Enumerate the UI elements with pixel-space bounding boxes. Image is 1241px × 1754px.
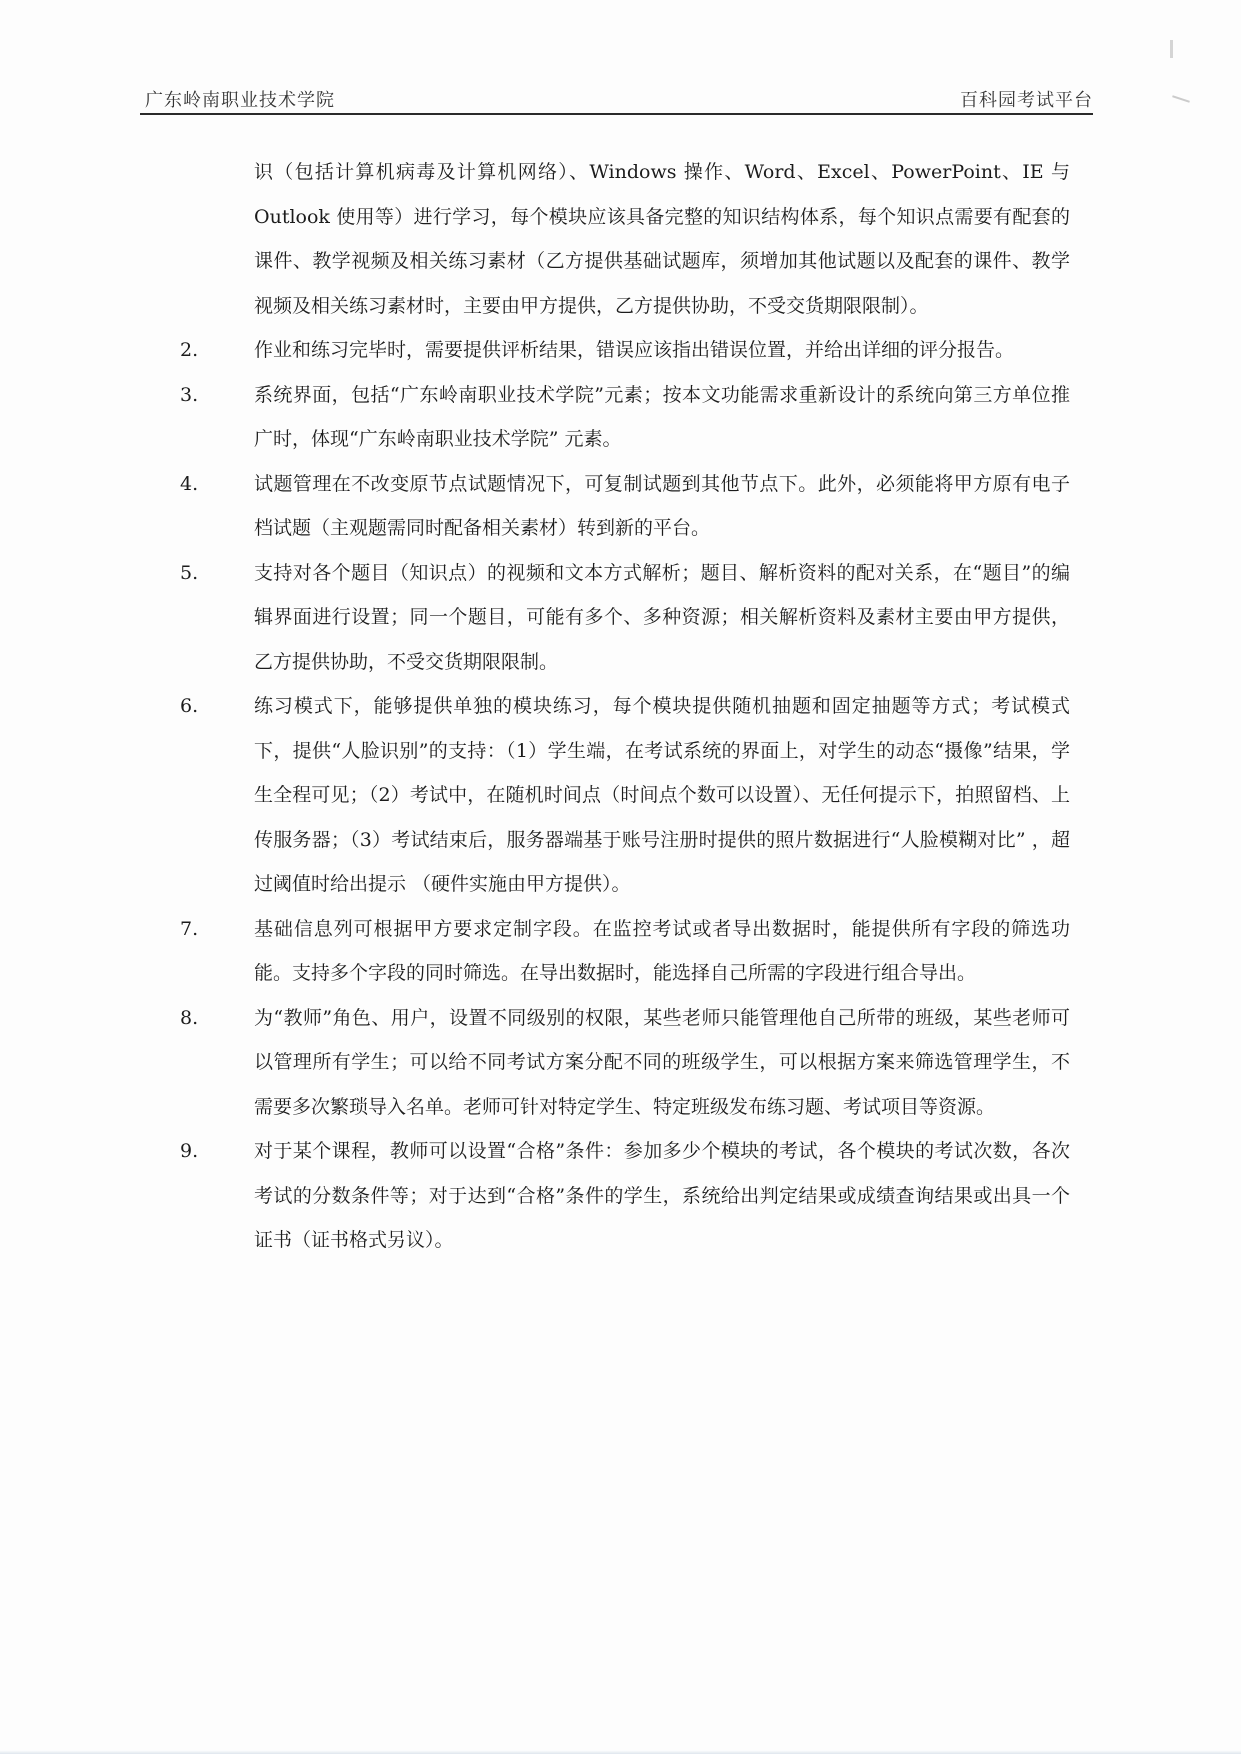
header-platform: 百科园考试平台 [960, 90, 1093, 111]
item-text: 支持对各个题目（知识点）的视频和文本方式解析；题目、解析资料的配对关系，在“题目”的编辑界面进行设置；同一个题目，可能有多个、多种资源；相关解析资料及素材主要由甲方提供，乙方提供协助，不受交货期限限制。 [254, 561, 1070, 673]
item-number: 2. [180, 339, 199, 361]
list-item [180, 328, 1070, 373]
item-number: 4. [180, 472, 199, 495]
list-item [180, 684, 1070, 907]
item-text: 试题管理在不改变原节点试题情况下，可复制试题到其他节点下。此外，必须能将甲方原有电子档试题（主观题需同时配备相关素材）转到新的平台。 [254, 472, 1070, 539]
list-item [180, 907, 1070, 996]
item-number: 3. [180, 383, 199, 406]
item-number: 9. [180, 1140, 199, 1162]
header-institution: 广东岭南职业技术学院 [145, 90, 335, 111]
document-body [180, 150, 1070, 1263]
item-text: 为“教师”角色、用户，设置不同级别的权限，某些老师只能管理他自己所带的班级，某些老师可以管理所有学生；可以给不同考试方案分配不同的班级学生，可以根据方案来筛选管理学生，不需要多次繁琐导入名单。老师可针对特定学生、特定班级发布练习题、考试项目等资源。 [254, 1006, 1070, 1118]
list-item [180, 996, 1070, 1130]
scan-artifact [1172, 95, 1190, 102]
item-number: 5. [180, 561, 199, 584]
scan-artifact [1170, 40, 1173, 58]
scan-bottom-edge [0, 1750, 1241, 1754]
list-item [180, 373, 1070, 462]
list-item [180, 1129, 1070, 1263]
list-item [180, 462, 1070, 551]
item-number: 6. [180, 695, 199, 717]
item-number: 7. [180, 917, 199, 940]
item-text: 对于某个课程，教师可以设置“合格”条件：参加多少个模块的考试，各个模块的考试次数，各次考试的分数条件等；对于达到“合格”条件的学生，系统给出判定结果或成绩查询结果或出具一个证书（证书格式另议）。 [254, 1140, 1070, 1251]
item-text: 基础信息列可根据甲方要求定制字段。在监控考试或者导出数据时，能提供所有字段的筛选功能。支持多个字段的同时筛选。在导出数据时，能选择自己所需的字段进行组合导出。 [254, 917, 1070, 984]
item-text: 作业和练习完毕时，需要提供评析结果，错误应该指出错误位置，并给出详细的评分报告。 [254, 339, 1015, 361]
item-text: 系统界面，包括“广东岭南职业技术学院”元素；按本文功能需求重新设计的系统向第三方单位推广时，体现“广东岭南职业技术学院” 元素。 [254, 383, 1070, 450]
list-item [180, 551, 1070, 685]
header-divider [140, 113, 1093, 115]
intro-paragraph: 识（包括计算机病毒及计算机网络）、Windows 操作、Word、Excel、PowerPoint、IE 与 Outlook 使用等）进行学习，每个模块应该具备完整的知识结构体系，每个知识点需要有配套的课件、教学视频及相关练习素材（乙方提供基础试题库，须增加其他试题以及配套的课件、教学视频及相关练习素材时，主要由甲方提供，乙方提供协助，不受交货期限限制）。 [254, 161, 1070, 317]
item-number: 8. [180, 1006, 199, 1029]
item-text: 练习模式下，能够提供单独的模块练习，每个模块提供随机抽题和固定抽题等方式；考试模式下，提供“人脸识别”的支持：（1）学生端，在考试系统的界面上，对学生的动态“摄像”结果，学生全程可见；（2）考试中，在随机时间点（时间点个数可以设置）、无任何提示下，拍照留档、上传服务器；（3）考试结束后，服务器端基于账号注册时提供的照片数据进行“人脸模糊对比” ，超过阈值时给出提示 （硬件实施由甲方提供）。 [254, 695, 1070, 895]
